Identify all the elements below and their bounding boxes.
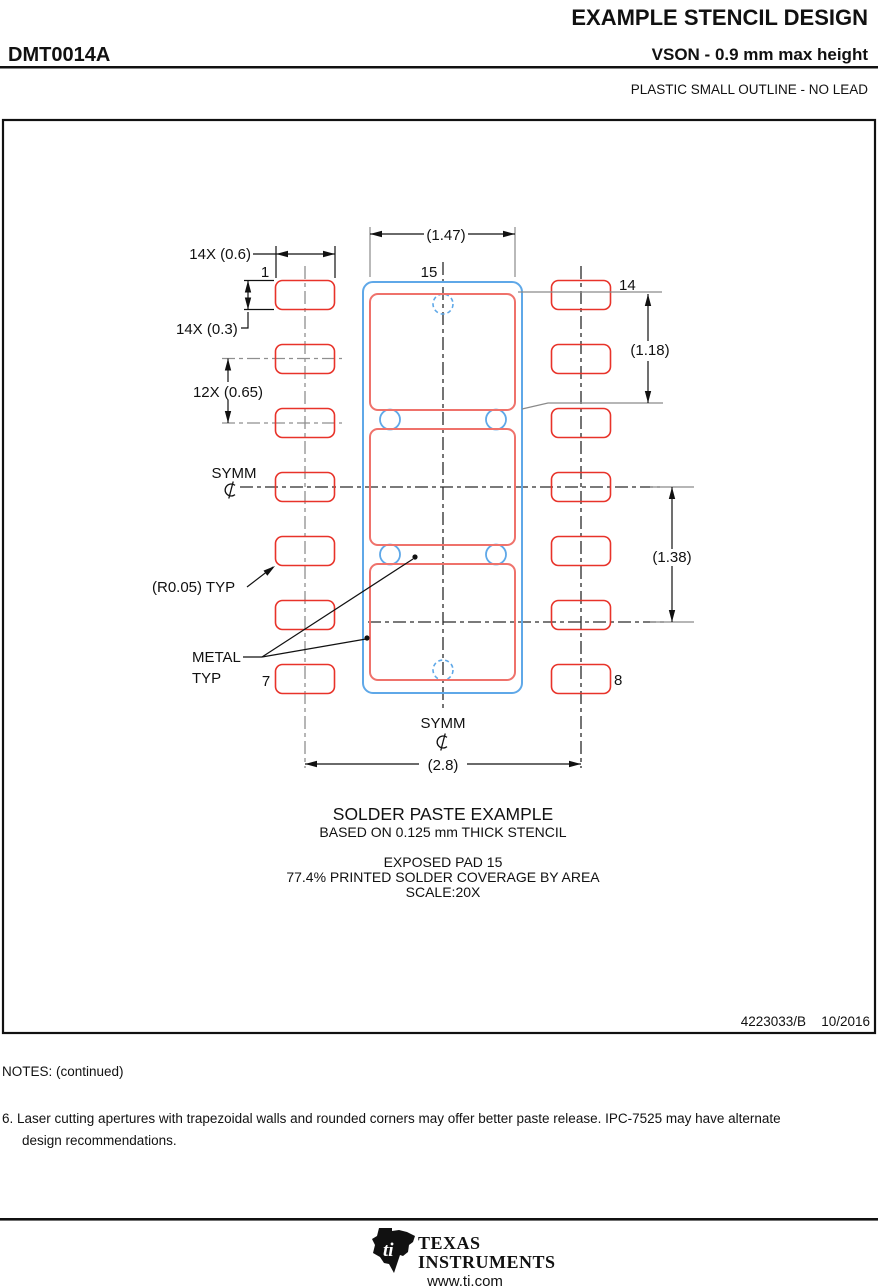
dim-row-spacing-label: (2.8) [427, 757, 459, 774]
centerline-symbol [437, 734, 447, 751]
radius-note-label: (R0.05) TYP [152, 579, 236, 596]
ti-logo-icon [372, 1228, 415, 1273]
pin-14-label: 14 [619, 277, 636, 294]
note-6-line1: 6. Laser cutting apertures with trapezoidal walls and rounded corners may offer better paste release. IPC-7525 may have alternate [2, 1111, 781, 1126]
note-6-line2: design recommendations. [22, 1133, 177, 1148]
metal-note-line2: TYP [192, 670, 222, 687]
dim-pad-pitch-label: 12X (0.65) [192, 384, 264, 401]
dim-ep-bottom-label: (1.38) [652, 549, 692, 566]
extension-lines [370, 227, 694, 622]
symm-left-label: SYMM [211, 465, 257, 482]
via-circle [380, 410, 400, 430]
dim-ep-top-label: (1.18) [630, 342, 670, 359]
dimension-lines [228, 234, 672, 764]
caption-exposed-pad: EXPOSED PAD 15 [383, 854, 503, 870]
drawing-date: 10/2016 [821, 1014, 870, 1029]
package-height-label: VSON - 0.9 mm max height [651, 45, 868, 64]
via-circle [380, 545, 400, 565]
pin-15-label: 15 [420, 264, 438, 281]
dim-aperture-width-label: (1.47) [426, 227, 466, 244]
caption-title: SOLDER PASTE EXAMPLE [332, 804, 554, 824]
notes-heading: NOTES: (continued) [2, 1064, 124, 1079]
centerline-symbol [225, 482, 235, 499]
via-circle [486, 410, 506, 430]
drawing-number: 4223033/B [740, 1014, 806, 1029]
package-type-label: PLASTIC SMALL OUTLINE - NO LEAD [630, 82, 868, 97]
page-title: EXAMPLE STENCIL DESIGN [571, 5, 868, 30]
caption-coverage: 77.4% PRINTED SOLDER COVERAGE BY AREA [286, 869, 600, 885]
metal-note-line1: METAL [192, 649, 241, 666]
leader-dot [364, 635, 369, 640]
leader-dot [412, 554, 417, 559]
symm-bottom-label: SYMM [420, 715, 466, 732]
caption-scale: SCALE:20X [405, 884, 481, 900]
pin-7-label: 7 [261, 673, 271, 690]
footer-rule [0, 1218, 878, 1221]
via-circle [486, 545, 506, 565]
caption-subtitle: BASED ON 0.125 mm THICK STENCIL [319, 824, 567, 840]
footer-url: www.ti.com [427, 1273, 503, 1288]
ti-logo-mark: ti [383, 1240, 394, 1261]
pin-8-label: 8 [614, 672, 623, 689]
dim-pad-width-label: 14X (0.6) [189, 246, 251, 263]
brand-instruments: INSTRUMENTS [418, 1252, 556, 1272]
dim-pad-height-label: 14X (0.3) [176, 321, 238, 338]
part-number: DMT0014A [8, 44, 111, 66]
header-rule [0, 66, 878, 69]
brand-texas: TEXAS [418, 1233, 481, 1253]
pin-1-label: 1 [260, 264, 270, 281]
